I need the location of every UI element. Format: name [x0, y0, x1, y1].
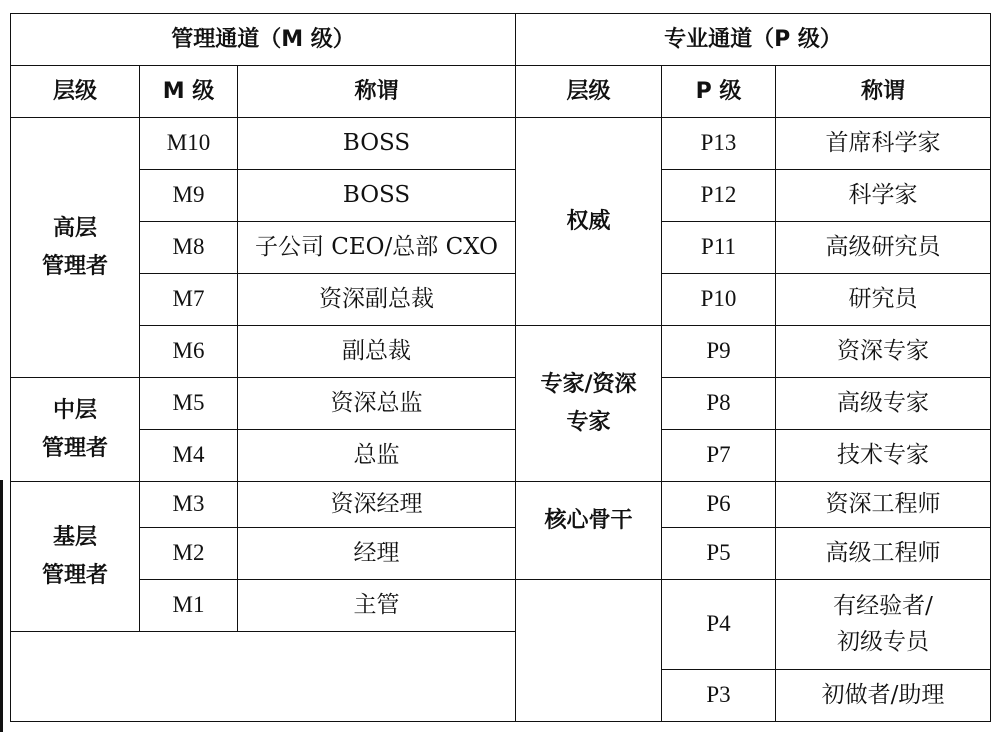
p-title-cell: 首席科学家 [776, 118, 991, 170]
m-title-cell: 副总裁 [238, 326, 516, 378]
p-title-cell: 技术专家 [776, 430, 991, 482]
m-grade-cell: M2 [140, 528, 238, 580]
p-grade-cell: P11 [662, 222, 776, 274]
p-title-cell: 有经验者/ 初级专员 [776, 580, 991, 670]
p-group-expert: 专家/资深 专家 [516, 326, 662, 482]
m-title-cell: 资深经理 [238, 482, 516, 528]
m-group-senior: 高层 管理者 [11, 118, 140, 378]
p-title-cell: 初做者/助理 [776, 670, 991, 722]
m-blank-area [11, 632, 516, 722]
p-group-empty [516, 580, 662, 722]
p-grade-cell: P12 [662, 170, 776, 222]
m-group-junior: 基层 管理者 [11, 482, 140, 632]
p-title-cell: 高级工程师 [776, 528, 991, 580]
m-grade-cell: M9 [140, 170, 238, 222]
m-title-cell: 主管 [238, 580, 516, 632]
page-edge-line [0, 480, 3, 732]
m-title-cell: 总监 [238, 430, 516, 482]
m-grade-cell: M8 [140, 222, 238, 274]
p-group-core: 核心骨干 [516, 482, 662, 580]
p-grade-cell: P3 [662, 670, 776, 722]
m-grade-cell: M4 [140, 430, 238, 482]
m-grade-cell: M10 [140, 118, 238, 170]
m-group-middle: 中层 管理者 [11, 378, 140, 482]
p-grade-cell: P5 [662, 528, 776, 580]
p-title-cell: 资深工程师 [776, 482, 991, 528]
p-grade-cell: P13 [662, 118, 776, 170]
m-grade-cell: M6 [140, 326, 238, 378]
management-track-header: 管理通道（M 级） [11, 14, 516, 66]
p-grade-column-header: P 级 [662, 66, 776, 118]
p-grade-cell: P4 [662, 580, 776, 670]
m-title-cell: 资深副总裁 [238, 274, 516, 326]
career-ladder-table [10, 13, 991, 722]
m-title-cell: 子公司 CEO/总部 CXO [238, 222, 516, 274]
p-group-authority: 权威 [516, 118, 662, 326]
professional-track-header: 专业通道（P 级） [516, 14, 991, 66]
p-layer-column-header: 层级 [516, 66, 662, 118]
m-grade-cell: M7 [140, 274, 238, 326]
m-title-cell: 经理 [238, 528, 516, 580]
p-grade-cell: P7 [662, 430, 776, 482]
p-title-column-header: 称谓 [776, 66, 991, 118]
p-grade-cell: P8 [662, 378, 776, 430]
m-title-cell: BOSS [238, 170, 516, 222]
m-title-cell: BOSS [238, 118, 516, 170]
p-title-cell: 研究员 [776, 274, 991, 326]
m-title-cell: 资深总监 [238, 378, 516, 430]
m-grade-column-header: M 级 [140, 66, 238, 118]
p-title-cell: 高级专家 [776, 378, 991, 430]
p-grade-cell: P9 [662, 326, 776, 378]
p-title-cell: 高级研究员 [776, 222, 991, 274]
m-layer-column-header: 层级 [11, 66, 140, 118]
p-title-cell: 科学家 [776, 170, 991, 222]
m-grade-cell: M5 [140, 378, 238, 430]
m-title-column-header: 称谓 [238, 66, 516, 118]
m-grade-cell: M3 [140, 482, 238, 528]
m-grade-cell: M1 [140, 580, 238, 632]
p-grade-cell: P6 [662, 482, 776, 528]
p-title-cell: 资深专家 [776, 326, 991, 378]
p-grade-cell: P10 [662, 274, 776, 326]
career-ladder-table-wrapper [10, 13, 990, 719]
